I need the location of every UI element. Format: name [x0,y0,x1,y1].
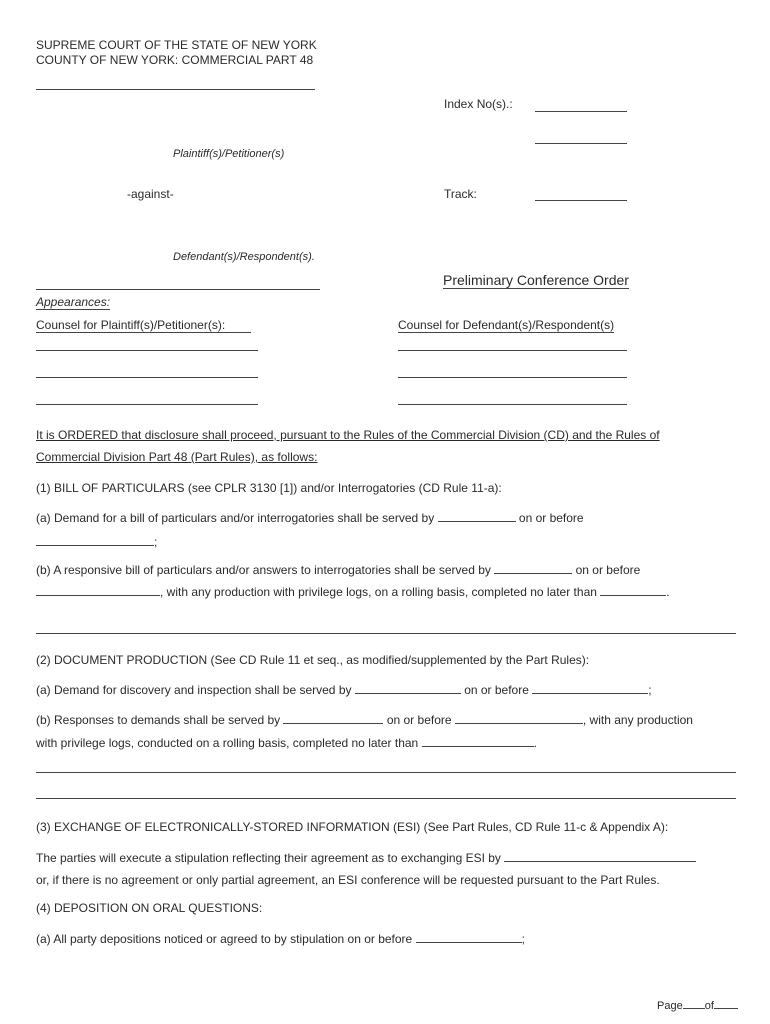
section1-a-end: ; [154,535,158,549]
section3-heading: (3) EXCHANGE OF ELECTRONICALLY-STORED INFORMATION (ESI) (See Part Rules, CD Rule 11-c & Appendix A): [36,820,669,834]
defendant-counsel-line-3[interactable] [398,404,627,405]
section3-esi-date[interactable] [504,850,696,862]
section2-b-before-date[interactable] [455,712,583,724]
order-title [443,272,629,289]
section2-a-before-date[interactable] [532,682,648,694]
appearances-heading [36,295,110,310]
defendant-counsel-line-1[interactable] [398,350,627,351]
index-field-1[interactable] [535,111,627,112]
section1-a-mid: on or before [518,511,584,525]
caption-bottom-line [36,289,320,290]
section1-heading: (1) BILL OF PARTICULARS (see CPLR 3130 [1]) and/or Interrogatories (CD Rule 11-a): [36,481,502,495]
section1-b [36,562,640,577]
order-intro-line-2: Commercial Division Part 48 (Part Rules), as follows: [36,450,318,464]
index-field-2[interactable] [535,143,627,144]
section1-notes-line[interactable] [36,633,736,634]
page-number [657,999,738,1012]
section1-a-line2 [36,534,157,549]
section2-a-serve-date[interactable] [355,682,461,694]
court-name: SUPREME COURT OF THE STATE OF NEW YORK [36,38,317,52]
page-total-field[interactable] [714,999,738,1009]
section4-a-date[interactable] [416,931,522,943]
section1-b-complete-date[interactable] [600,584,666,596]
section4-a [36,931,525,946]
section1-b-text: (b) A responsive bill of particulars and/or answers to interrogatories shall be served by [36,563,491,577]
page-label: Page [657,1000,683,1012]
of-label: of [704,1000,714,1012]
section2-b-mid: on or before [386,713,452,727]
caption-top-line [36,89,315,90]
plaintiff-counsel-text: Counsel for Plaintiff(s)/Petitioner(s): [36,318,251,333]
section2-notes-line-2[interactable] [36,798,736,799]
section1-a [36,510,584,525]
section2-b-text: (b) Responses to demands shall be served by [36,713,281,727]
track-field[interactable] [535,200,627,201]
plaintiff-counsel-line-3[interactable] [36,404,258,405]
section1-a-before-date[interactable] [36,534,154,546]
track-label: Track: [444,187,477,201]
section2-b-complete-date[interactable] [422,735,534,747]
plaintiff-counsel-line-1[interactable] [36,350,258,351]
section1-b-serve-date[interactable] [494,562,572,574]
plaintiff-label: Plaintiff(s)/Petitioner(s) [173,148,285,160]
defendant-counsel-line-2[interactable] [398,377,627,378]
section1-b-mid: on or before [575,563,641,577]
defendant-label: Defendant(s)/Respondent(s). [173,251,315,263]
page-number-field[interactable] [683,999,705,1009]
index-label: Index No(s).: [444,97,513,111]
section1-a-serve-date[interactable] [438,510,516,522]
section1-b-line2 [36,584,670,599]
plaintiff-counsel-line-2[interactable] [36,377,258,378]
against-label: -against- [127,187,174,201]
section2-b-tail: , with any production [582,713,693,727]
section2-notes-line-1[interactable] [36,772,736,773]
section1-b-end: . [666,585,670,599]
section2-b-serve-date[interactable] [283,712,383,724]
section1-b-before-date[interactable] [36,584,160,596]
defendant-counsel-label [398,318,614,333]
appearances-text: Appearances: [36,295,111,309]
section2-a-text: (a) Demand for discovery and inspection shall be served by [36,683,352,697]
section2-b-end: . [533,736,537,750]
section2-heading: (2) DOCUMENT PRODUCTION (See CD Rule 11 et seq., as modified/supplemented by the Part Rules): [36,653,590,667]
section2-b [36,712,693,727]
section4-a-text: (a) All party depositions noticed or agreed to by stipulation on or before [36,932,413,946]
defendant-counsel-text: Counsel for Defendant(s)/Respondent(s) [398,318,615,332]
plaintiff-counsel-label [36,318,251,333]
section4-a-end: ; [521,932,525,946]
order-intro-line-1: It is ORDERED that disclosure shall proceed, pursuant to the Rules of the Commercial Division (CD) and the Rules of [36,428,660,442]
section3-line2: or, if there is no agreement or only partial agreement, an ESI conference will be requested pursuant to the Part Rules. [36,873,660,887]
section1-a-text: (a) Demand for a bill of particulars and/or interrogatories shall be served by [36,511,435,525]
section2-a [36,682,652,697]
order-title-text: Preliminary Conference Order [443,272,629,288]
section2-b-line2 [36,735,537,750]
section2-a-mid: on or before [464,683,529,697]
county-part: COUNTY OF NEW YORK: COMMERCIAL PART 48 [36,53,314,67]
section3-line1 [36,850,696,865]
section1-b-line2-text: , with any production with privilege logs, on a rolling basis, completed no later than [160,585,597,599]
section2-a-end: ; [648,683,652,697]
section2-b-line2-text: with privilege logs, conducted on a rolling basis, completed no later than [36,736,419,750]
section4-heading: (4) DEPOSITION ON ORAL QUESTIONS: [36,901,263,915]
section3-line1-text: The parties will execute a stipulation reflecting their agreement as to exchanging ESI by [36,851,501,865]
